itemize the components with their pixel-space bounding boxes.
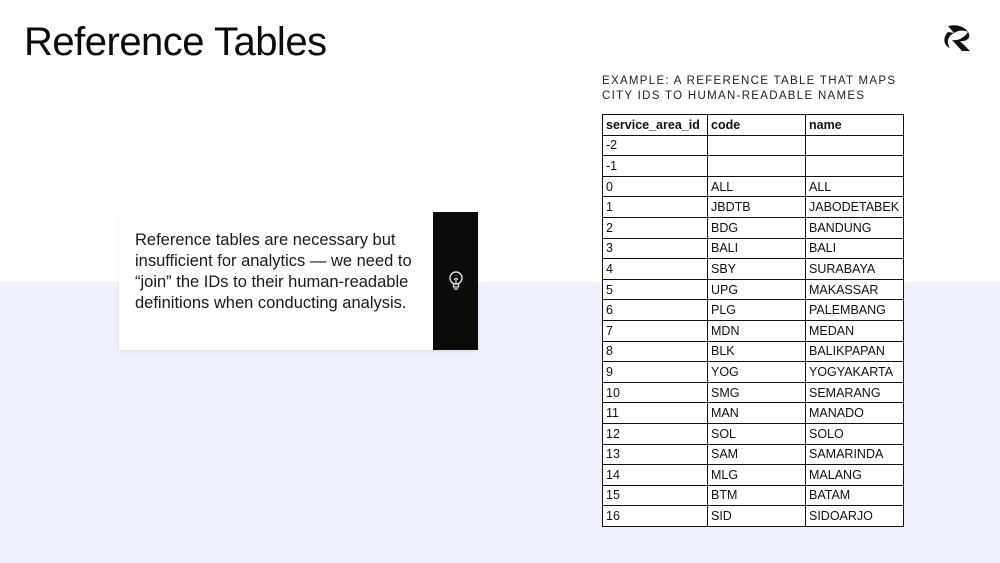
table-cell: BALIKPAPAN [806, 341, 904, 362]
table-row [603, 300, 904, 321]
table-cell: 5 [603, 279, 708, 300]
table-cell: MEDAN [806, 320, 904, 341]
table-cell: SIDOARJO [806, 506, 904, 527]
table-row [603, 506, 904, 527]
table-row [603, 135, 904, 156]
table-cell: PLG [708, 300, 806, 321]
table-caption: EXAMPLE: A REFERENCE TABLE THAT MAPS CITY IDS TO HUMAN-READABLE NAMES [602, 75, 897, 102]
table-cell: MALANG [806, 465, 904, 486]
header-cell: name [806, 115, 904, 136]
table-cell: 1 [603, 197, 708, 218]
table-row [603, 320, 904, 341]
table-cell [806, 135, 904, 156]
table-cell: 2 [603, 217, 708, 238]
table-cell: BDG [708, 217, 806, 238]
lightbulb-icon [448, 271, 464, 291]
table-cell: MAN [708, 403, 806, 424]
table-cell: PALEMBANG [806, 300, 904, 321]
table-cell: 7 [603, 320, 708, 341]
table-cell [708, 156, 806, 177]
note-text: Reference tables are necessary but insufficient for analytics — we need to “join” the IDs to their human-readable definitions when conducting analysis. [135, 231, 412, 312]
table-cell: SBY [708, 259, 806, 280]
table-cell: SOLO [806, 423, 904, 444]
header-cell: code [708, 115, 806, 136]
table-cell: JABODETABEK [806, 197, 904, 218]
table-cell [708, 135, 806, 156]
table-header-row [603, 115, 904, 136]
table-cell: MDN [708, 320, 806, 341]
table-row [603, 485, 904, 506]
table-cell: SURABAYA [806, 259, 904, 280]
table-cell: MANADO [806, 403, 904, 424]
table-cell: BANDUNG [806, 217, 904, 238]
table-row [603, 403, 904, 424]
table-cell: 12 [603, 423, 708, 444]
table-cell: BTM [708, 485, 806, 506]
table-cell: 0 [603, 176, 708, 197]
reference-table [602, 114, 904, 527]
page-title: Reference Tables [24, 20, 327, 64]
table-cell: 8 [603, 341, 708, 362]
table-cell: 15 [603, 485, 708, 506]
table-cell: BALI [806, 238, 904, 259]
table-cell: BATAM [806, 485, 904, 506]
table-row [603, 176, 904, 197]
note-icon-panel [433, 212, 478, 350]
table-cell: BALI [708, 238, 806, 259]
table-row [603, 259, 904, 280]
table-row [603, 156, 904, 177]
table-row [603, 217, 904, 238]
table-cell: UPG [708, 279, 806, 300]
table-cell: MAKASSAR [806, 279, 904, 300]
table-cell: YOG [708, 362, 806, 383]
table-cell: -1 [603, 156, 708, 177]
table-cell: ALL [806, 176, 904, 197]
table-cell: 14 [603, 465, 708, 486]
table-row [603, 279, 904, 300]
table-cell: 11 [603, 403, 708, 424]
table-cell: SAMARINDA [806, 444, 904, 465]
table-cell: 4 [603, 259, 708, 280]
table-cell: JBDTB [708, 197, 806, 218]
table-cell: SOL [708, 423, 806, 444]
table-row [603, 238, 904, 259]
table-cell: 6 [603, 300, 708, 321]
header-cell: service_area_id [603, 115, 708, 136]
table-cell: 9 [603, 362, 708, 383]
table-row [603, 197, 904, 218]
table-cell: 16 [603, 506, 708, 527]
brand-logo-icon [942, 24, 974, 52]
table-row [603, 382, 904, 403]
table-row [603, 423, 904, 444]
table-cell: MLG [708, 465, 806, 486]
table-cell: 13 [603, 444, 708, 465]
table-cell: -2 [603, 135, 708, 156]
table-cell: SEMARANG [806, 382, 904, 403]
table-row [603, 444, 904, 465]
note-card [119, 212, 478, 350]
table-cell: ALL [708, 176, 806, 197]
table-row [603, 362, 904, 383]
table-cell: SAM [708, 444, 806, 465]
table-cell [806, 156, 904, 177]
table-cell: 3 [603, 238, 708, 259]
table-cell: YOGYAKARTA [806, 362, 904, 383]
table-cell: BLK [708, 341, 806, 362]
table-cell: SMG [708, 382, 806, 403]
table-cell: 10 [603, 382, 708, 403]
table-cell: SID [708, 506, 806, 527]
table-row [603, 465, 904, 486]
table-row [603, 341, 904, 362]
